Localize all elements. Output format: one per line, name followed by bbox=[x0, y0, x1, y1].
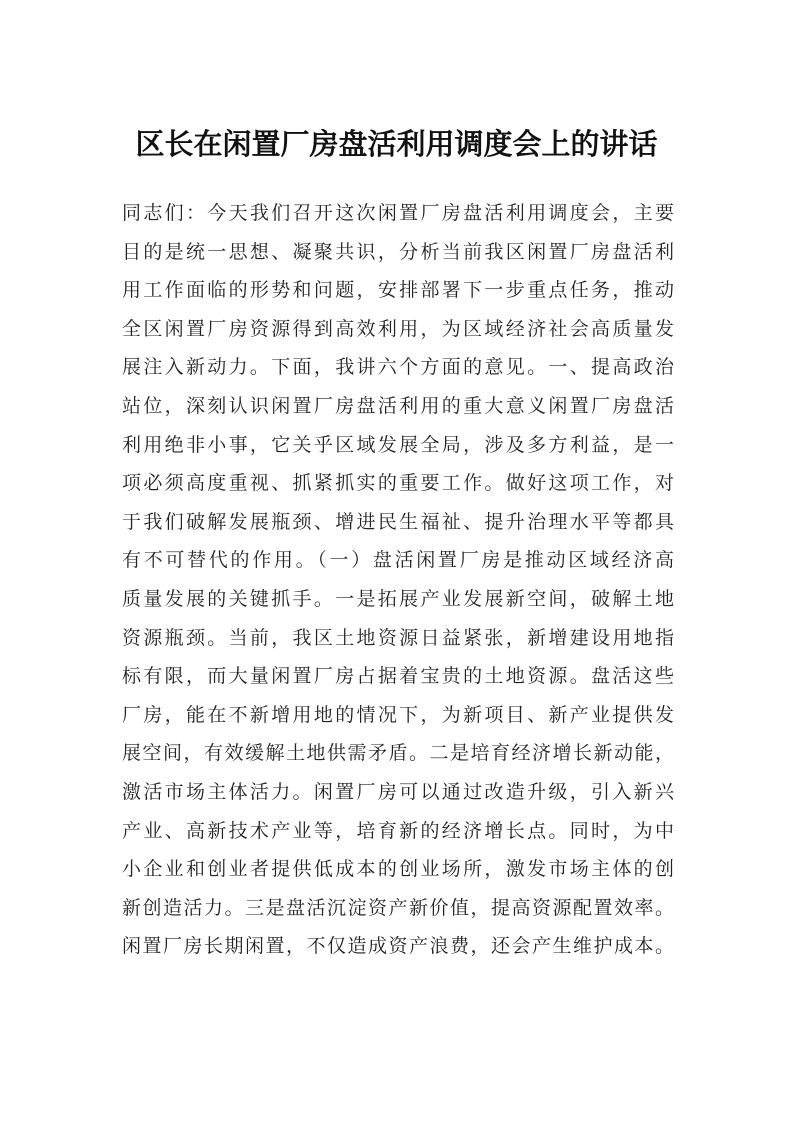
body-line: 展空间，有效缓解土地供需矛盾。二是培育经济增长新动能， bbox=[122, 742, 674, 765]
body-line: 目的是统一思想、凝聚共识，分析当前我区闲置厂房盘活利 bbox=[122, 240, 674, 263]
body-line: 质量发展的关键抓手。一是拓展产业发展新空间，破解土地 bbox=[122, 587, 674, 610]
body-line: 小企业和创业者提供低成本的创业场所，激发市场主体的创 bbox=[122, 858, 674, 881]
body-line: 厂房，能在不新增用地的情况下，为新项目、新产业提供发 bbox=[122, 703, 674, 726]
body-line: 同志们：今天我们召开这次闲置厂房盘活利用调度会，主要 bbox=[122, 202, 674, 224]
body-line: 展注入新动力。下面，我讲六个方面的意见。一、提高政治 bbox=[122, 356, 674, 379]
document-body bbox=[122, 194, 674, 966]
body-line: 利用绝非小事，它关乎区域发展全局，涉及多方利益，是一 bbox=[122, 433, 674, 456]
body-line: 于我们破解发展瓶颈、增进民生福祉、提升治理水平等都具 bbox=[122, 510, 674, 533]
body-line: 项必须高度重视、抓紧抓实的重要工作。做好这项工作，对 bbox=[122, 472, 674, 495]
body-line: 激活市场主体活力。闲置厂房可以通过改造升级，引入新兴 bbox=[122, 780, 674, 803]
body-line: 有不可替代的作用。（一）盘活闲置厂房是推动区域经济高 bbox=[122, 549, 674, 572]
body-line: 标有限，而大量闲置厂房占据着宝贵的土地资源。盘活这些 bbox=[122, 665, 674, 688]
body-line: 新创造活力。三是盘活沉淀资产新价值，提高资源配置效率。 bbox=[122, 896, 674, 919]
body-line: 用工作面临的形势和问题，安排部署下一步重点任务，推动 bbox=[122, 279, 674, 302]
body-line: 产业、高新技术产业等，培育新的经济增长点。同时，为中 bbox=[122, 819, 674, 842]
body-line: 闲置厂房长期闲置，不仅造成资产浪费，还会产生维护成本。 bbox=[122, 935, 674, 958]
body-line: 全区闲置厂房资源得到高效利用，为区域经济社会高质量发 bbox=[122, 317, 674, 340]
body-line: 站位，深刻认识闲置厂房盘活利用的重大意义闲置厂房盘活 bbox=[122, 394, 674, 417]
body-line: 资源瓶颈。当前，我区土地资源日益紧张，新增建设用地指 bbox=[122, 626, 674, 649]
document-title: 区长在闲置厂房盘活利用调度会上的讲话 bbox=[135, 127, 658, 161]
